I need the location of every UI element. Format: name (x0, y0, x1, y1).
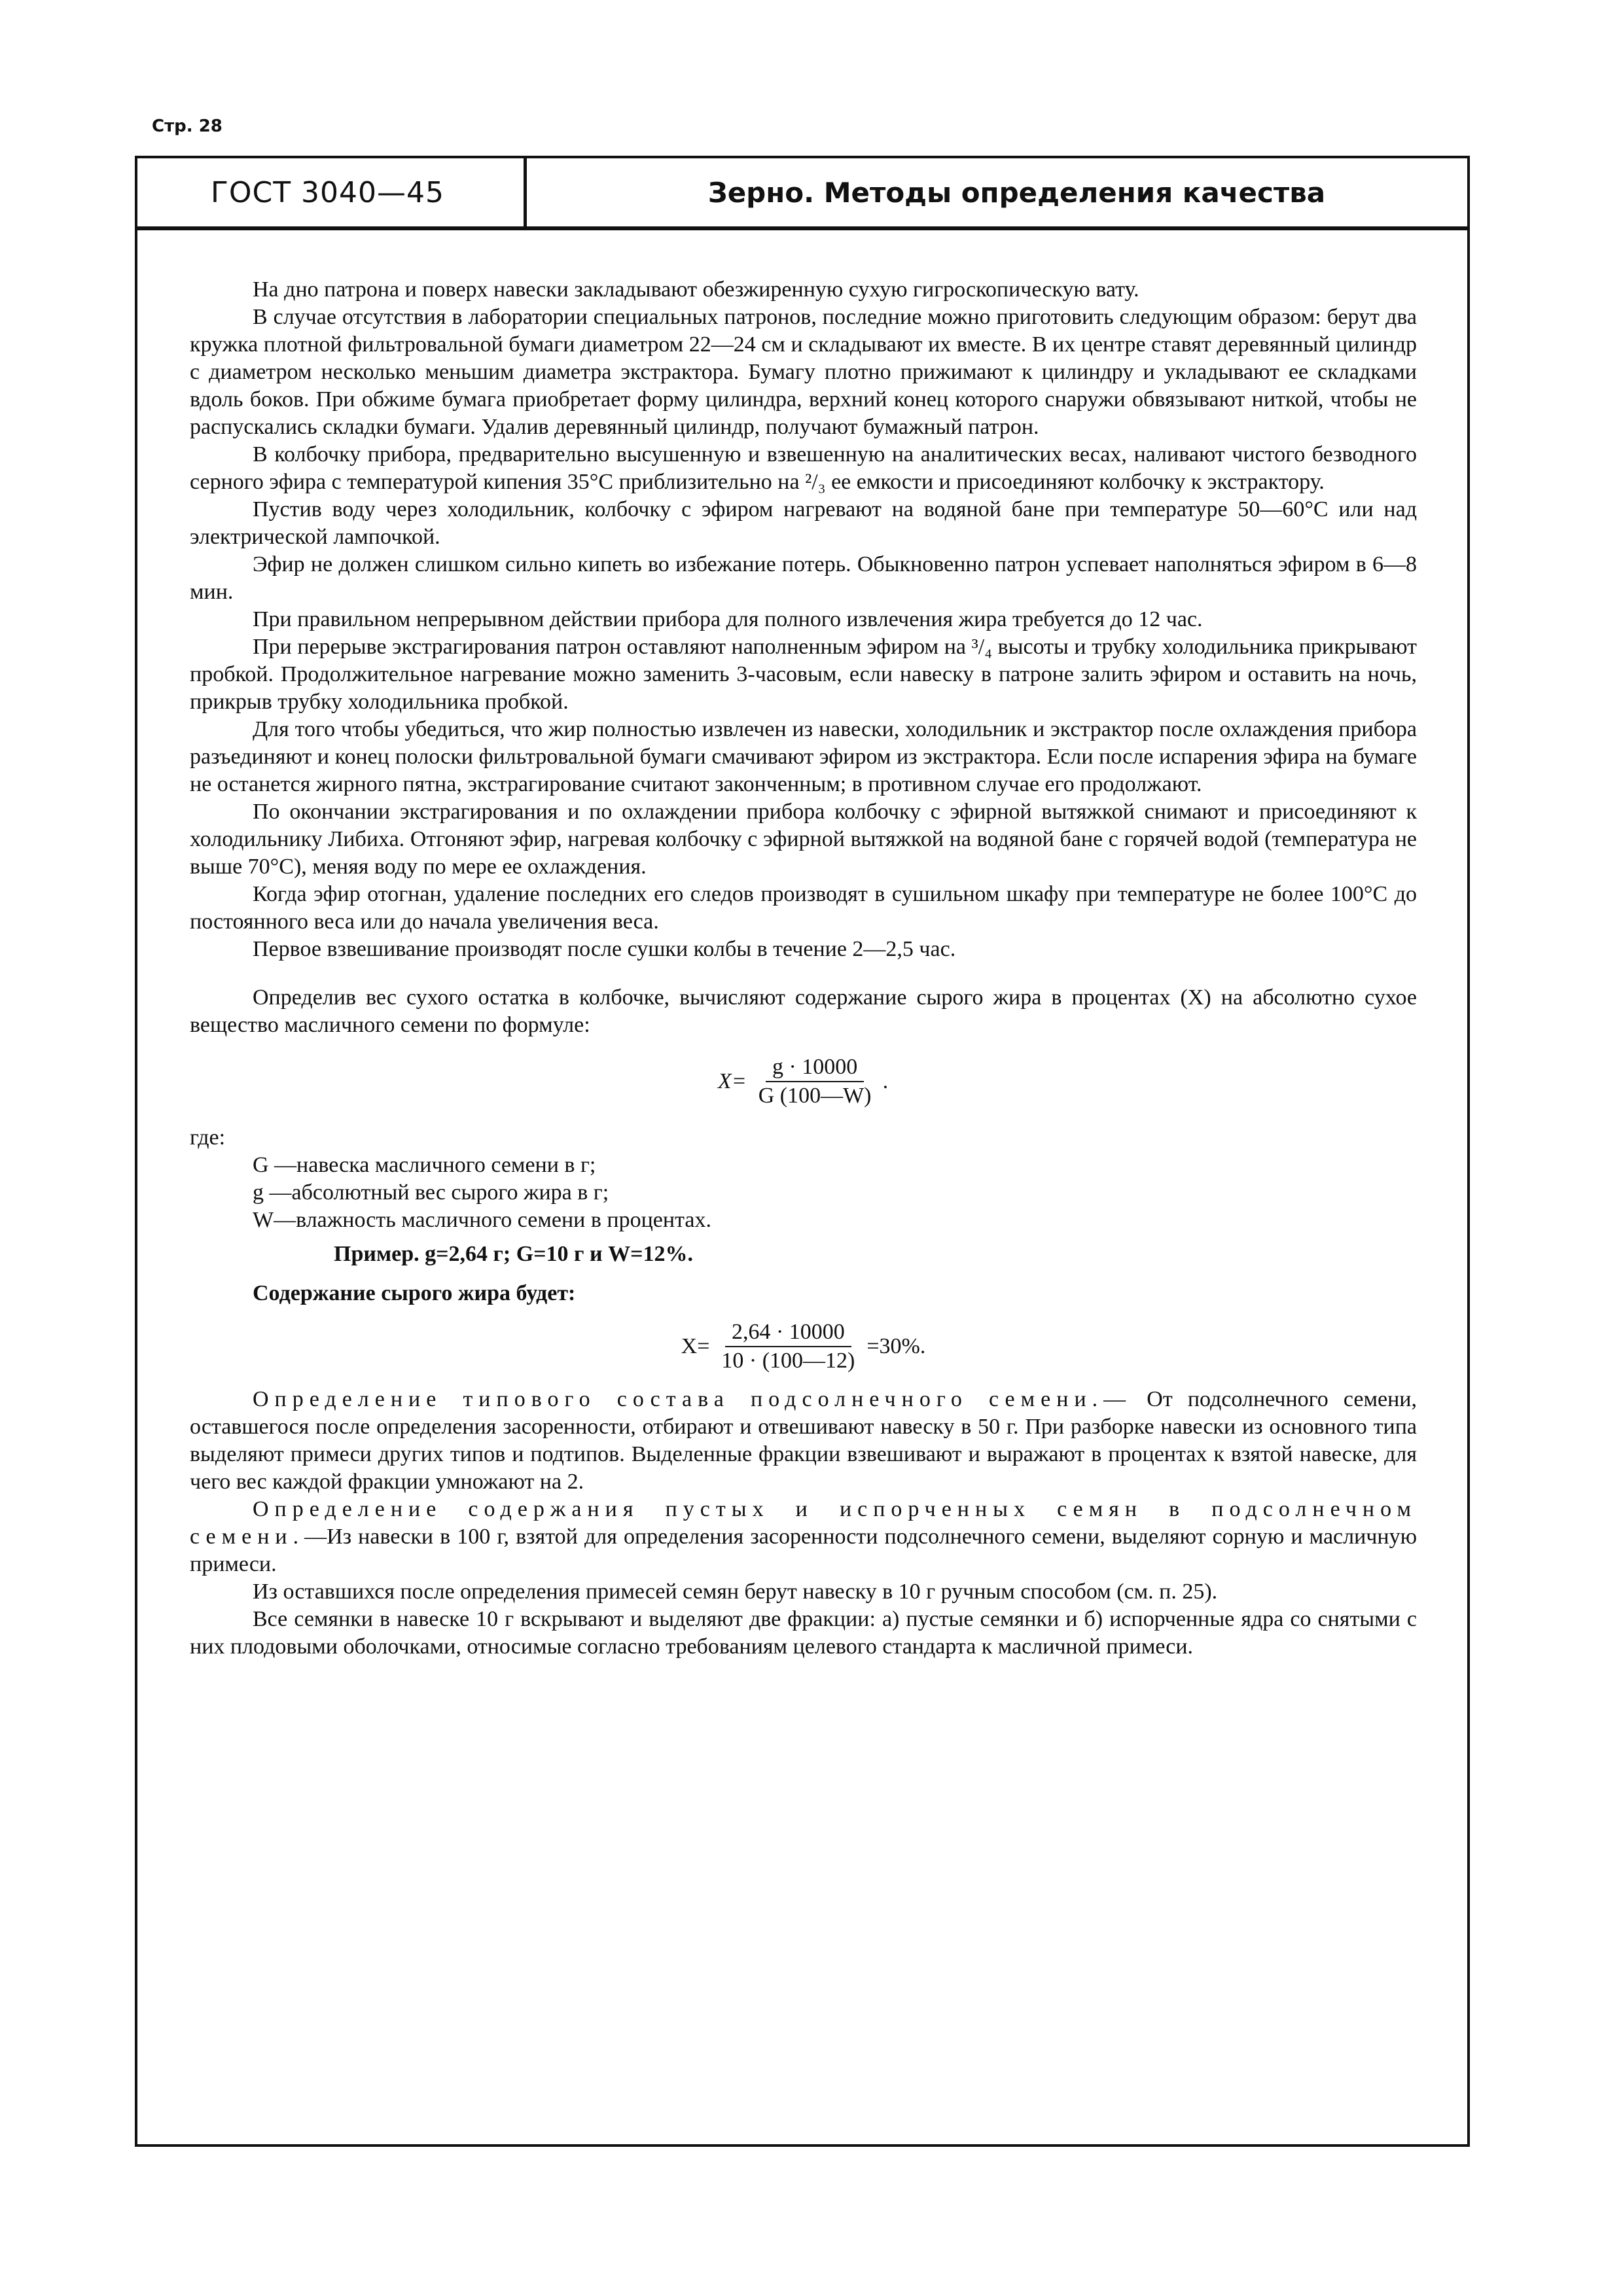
definitions-list (253, 1152, 1417, 1234)
standard-number: ГОСТ 3040—45 (137, 158, 527, 226)
paragraph: На дно патрона и поверх навески закладывают обезжиренную сухую гигроскопическую вату. (253, 277, 1139, 302)
formula-lhs: X= (681, 1334, 710, 1358)
paragraph: По окончании экстрагирования и по охлаждении прибора колбочку с эфирной вытяжкой снимают и присоединяют к холодильнику Либиха. Отгоняют эфир, нагревая колбочку с эфирной вытяжкой на водяной бане с горячей водой (температура не выше 70°С), меняя воду по мере ее охлаждения. (190, 800, 1417, 879)
document-title: Зерно. Методы определения качества (707, 176, 1326, 209)
paragraph: Все семянки в навеске 10 г вскрывают и выделяют две фракции: а) пустые семянки и б) испорченные ядра со снятыми с них плодовыми оболочками, относимые согласно требованиям целевого стандарта к масличной примеси. (190, 1607, 1417, 1659)
page-number: Стр. 28 (152, 116, 223, 136)
paragraph: Эфир не должен слишком сильно кипеть во избежание потерь. Обыкновенно патрон успевает наполняться эфиром в 6—8 мин. (190, 552, 1417, 604)
formula-result: =30%. (866, 1334, 926, 1358)
formula-denominator: G (100—W) (758, 1084, 872, 1108)
page-frame (135, 156, 1470, 2147)
paragraph: При перерыве экстрагирования патрон оставляют наполненным эфиром на ³/₄ высоты и трубку холодильника прикрывают пробкой. Продолжительное нагревание можно заменить 3-часовым, если навеску в патроне залить эфиром и оставить на ночь, прикрыв трубку холодильника пробкой. (190, 635, 1417, 714)
paragraph: Пустив воду через холодильник, колбочку с эфиром нагревают на водяной бане при температуре 50—60°С или над электрической лампочкой. (190, 497, 1417, 549)
example-line: Пример. g=2,64 г; G=10 г и W=12%. (334, 1242, 693, 1266)
formula-lhs: X= (717, 1069, 747, 1093)
formula-numerator: 2,64 · 10000 (725, 1318, 851, 1347)
paragraph: Для того чтобы убедиться, что жир полностью извлечен из навески, холодильник и экстрактор после охлаждения прибора разъединяют и конец полоски фильтровальной бумаги смачивают эфиром из экстрактора. Если после испарения эфира на бумаге не останется жирного пятна, экстрагирование считают законченным; в противном случае его продолжают. (190, 717, 1417, 796)
section-empty-seeds (190, 1496, 1417, 1578)
section-heading: Определение типового состава подсолнечного семени.— (253, 1387, 1132, 1411)
where-label: где: (190, 1125, 226, 1150)
paragraph: Первое взвешивание производят после сушки колбы в течение 2—2,5 час. (253, 937, 956, 961)
definition-item: g —абсолютный вес сырого жира в г; (253, 1180, 609, 1205)
paragraph: При правильном непрерывном действии прибора для полного извлечения жира требуется до 12 час. (253, 607, 1203, 631)
formula-denominator: 10 · (100—12) (721, 1349, 855, 1373)
paragraph: Из оставшихся после определения примесей семян берут навеску в 10 г ручным способом (см. п. 25). (253, 1580, 1218, 1604)
paragraph: В случае отсутствия в лаборатории специальных патронов, последние можно приготовить следующим образом: берут два кружка плотной фильтровальной бумаги диаметром 22—24 см и складывают их вместе. В их центре ставят деревянный цилиндр с диаметром несколько меньшим диаметра экстрактора. Бумагу плотно прижимают к цилиндру и укладывают ее складками вдоль боков. При обжиме бумага приобретает форму цилиндра, верхний конец которого снаружи обвязывают ниткой, чтобы не распускались складки бумаги. Удалив деревянный цилиндр, получают бумажный патрон. (190, 305, 1417, 439)
document-header (137, 158, 1467, 230)
formula-fraction (752, 1053, 878, 1110)
paragraph: В колбочку прибора, предварительно высушенную и взвешенную на аналитических весах, наливают чистого безводного серного эфира с температурой кипения 35°С приблизительно на ²/₃ ее емкости и присоединяют колбочку к экстрактору. (190, 442, 1417, 494)
result-label: Содержание сырого жира будет: (253, 1281, 576, 1305)
paragraph: Когда эфир отогнан, удаление последних его следов производят в сушильном шкафу при температуре не более 100°С до постоянного веса или до начала увеличения веса. (190, 882, 1417, 934)
definition-item: G —навеска масличного семени в г; (253, 1153, 596, 1177)
section-text: От подсолнечного семени, оставшегося после определения засоренности, отбирают и отвешивают навеску в 50 г. При разборке навески из основного типа выделяют примеси других типов и подтипов. Выделенные фракции взвешивают и выражают в процентах к взятой навеске, для чего вес каждой фракции умножают на 2. (190, 1387, 1417, 1494)
formula-example (190, 1307, 1417, 1386)
section-heading: Определение содержания пустых и испорченных семян в подсолнечном семени. (190, 1497, 1417, 1549)
calc-intro: Определив вес сухого остатка в колбочке, вычисляют содержание сырого жира в процентах (X) на абсолютно сухое вещество масличного семени по формуле: (190, 985, 1417, 1037)
section-type-composition (190, 1386, 1417, 1496)
definition-item: W—влажность масличного семени в процентах. (253, 1208, 711, 1232)
section-text: —Из навески в 100 г, взятой для определения засоренности подсолнечного семени, выделяют сорную и масличную примеси. (190, 1525, 1417, 1576)
formula-fat-content (190, 1039, 1417, 1124)
document-body (190, 276, 1417, 1661)
formula-numerator: g · 10000 (766, 1053, 864, 1082)
formula-fraction (715, 1318, 861, 1375)
formula-tail: . (883, 1069, 889, 1093)
